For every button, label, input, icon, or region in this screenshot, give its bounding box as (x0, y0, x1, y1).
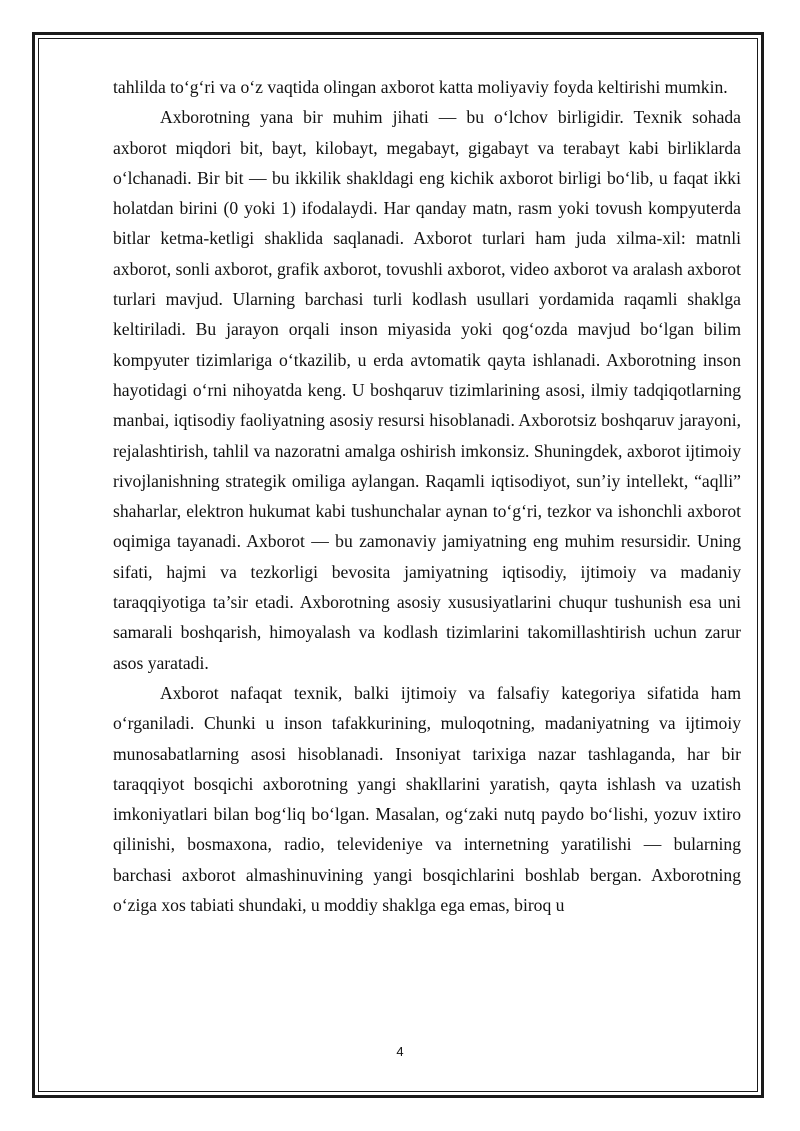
page-number: 4 (396, 1044, 404, 1059)
paragraph-continuation: tahlilda to‘g‘ri va o‘z vaqtida olingan axborot katta moliyaviy foyda keltirishi mumkin. (113, 77, 728, 97)
paragraph-social-category: Axborot nafaqat texnik, balki ijtimoiy va falsafiy kategoriya sifatida ham o‘rganiladi. Chunki u inson tafakkurining, muloqotning, madaniyatning va ijtimoiy munosabatlarning asosi hisoblanadi. Insoniyat tarixiga nazar tashlaganda, har bir taraqqiyot bosqichi axborotning yangi shakllarini yaratish, qayta ishlash va uzatish imkoniyatlari bilan bog‘liq bo‘lgan. Masalan, og‘zaki nutq paydo bo‘lishi, yozuv ixtiro qilinishi, bosmaxona, radio, televideniye va internetning yaratilishi — bularning barchasi axborot almashinuvining yangi bosqichlarini boshlab bergan. Axborotning o‘ziga xos tabiati shundaki, u moddiy shaklga ega emas, biroq u (113, 682, 741, 916)
paragraph-units-and-role: Axborotning yana bir muhim jihati — bu o‘lchov birligidir. Texnik sohada axborot miqdori bit, bayt, kilobayt, megabayt, gigabayt va terabayt kabi birliklarda o‘lchanadi. Bir bit — bu ikkilik shakldagi eng kichik axborot birligi bo‘lib, u faqat ikki holatdan birini (0 yoki 1) ifodalaydi. Har qanday matn, rasm yoki tovush kompyuterda bitlar ketma-ketligi shaklida saqlanadi. Axborot turlari ham juda xilma-xil: matnli axborot, sonli axborot, grafik axborot, tovushli axborot, video axborot va aralash axborot turlari mavjud. Ularning barchasi turli kodlash usullari yordamida raqamli shaklga keltiriladi. Bu jarayon orqali inson miyasida yoki qog‘ozda mavjud bo‘lgan bilim kompyuter tizimlariga o‘tkazilib, u erda avtomatik qayta ishlanadi. Axborotning inson hayotidagi o‘rni nihoyatda keng. U boshqaruv tizimlarining asosi, ilmiy tadqiqotlarning manbai, iqtisodiy faoliyatning asosiy resursi hisoblanadi. Axborotsiz boshqaruv jarayoni, rejalashtirish, tahlil va nazoratni amalga oshirish imkonsiz. Shuningdek, axborot ijtimoiy rivojlanishning strategik omiliga aylangan. Raqamli iqtisodiyot, sun’iy intellekt, “aqlli” shaharlar, elektron hukumat kabi tushunchalar aynan to‘g‘ri, tezkor va ishonchli axborot oqimiga tayanadi. Axborot — bu zamonaviy jamiyatning eng muhim resursidir. Uning sifati, hajmi va tezkorligi bevosita jamiyatning iqtisodiy, ijtimoiy va madaniy taraqqiyotiga ta’sir etadi. Axborotning asosiy xususiyatlarini chuqur tushunish esa uni samarali boshqarish, himoyalash va kodlash tizimlarini takomillashtirish uchun zarur asos yaratadi. (113, 107, 741, 673)
document-body (113, 72, 741, 920)
